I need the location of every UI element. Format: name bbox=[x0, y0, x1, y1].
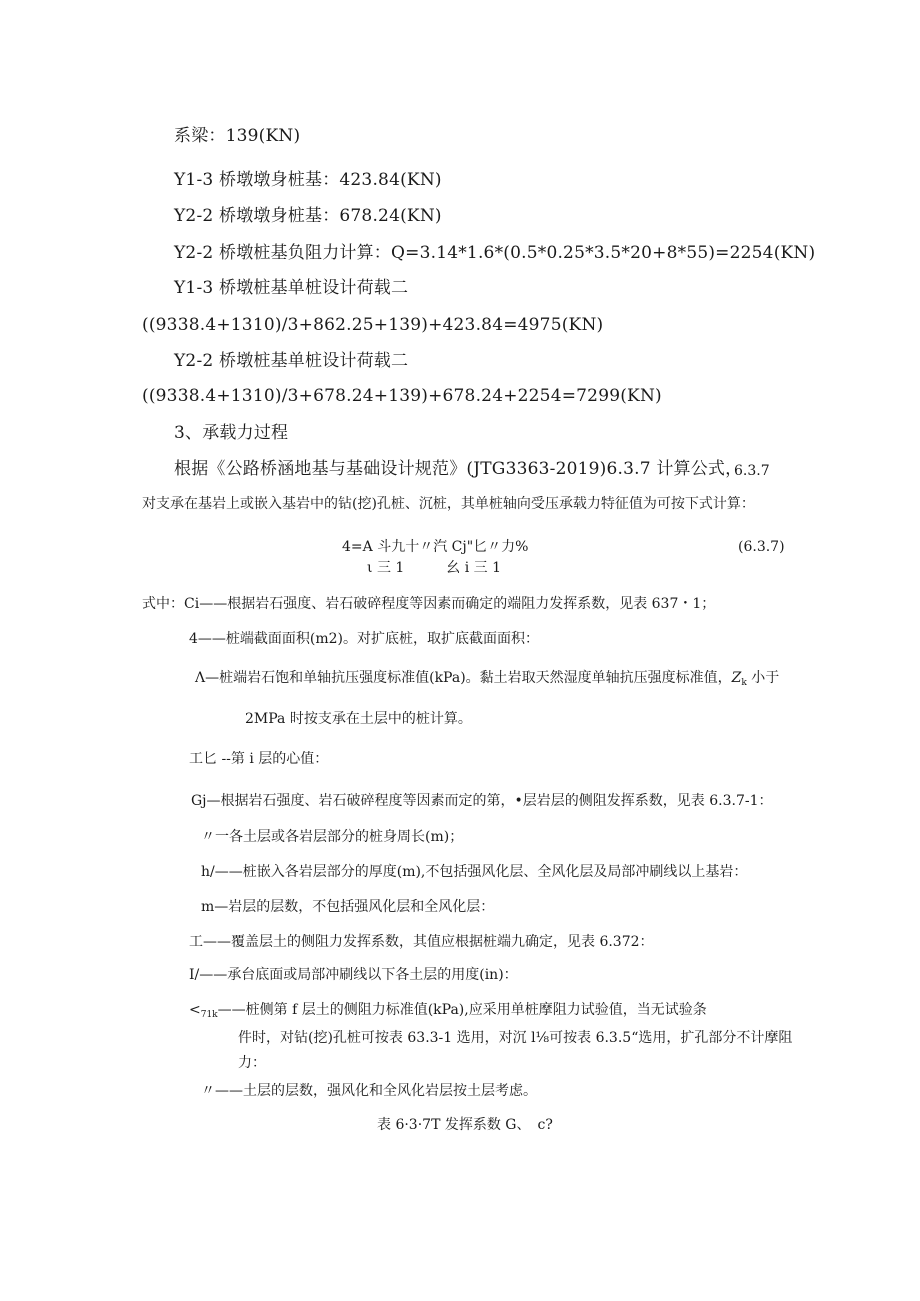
line-y22-pile: Y2-2 桥墩墩身桩基：678.24(KN) bbox=[174, 206, 442, 226]
def-frk-cont: 2MPa 时按支承在土层中的桩计算。 bbox=[245, 711, 472, 727]
def-m: m—岩层的层数，不包括强风化层和全风化层： bbox=[201, 899, 495, 915]
line-y22-formula: ((9338.4+1310)/3+678.24+139)+678.24+2254=7299(KN) bbox=[142, 386, 662, 406]
def-hi: h/——桩嵌入各岩层部分的厚度(m),不包括强风化层、全风化层及局部冲刷线以上基岩： bbox=[201, 864, 748, 880]
line-applicability: 对支承在基岩上或嵌入基岩中的钻(挖)孔桩、沉桩，其单桩轴向受压承载力特征值为可按下式计算： bbox=[142, 496, 755, 512]
line-y13-design-load: Y1-3 桥墩桩基单桩设计荷载二 bbox=[174, 278, 409, 298]
def-li: I/——承台底面或局部冲刷线以下各土层的用度(in)： bbox=[189, 967, 518, 983]
table-title: 表 6·3·7T 发挥系数 G、 c? bbox=[377, 1117, 553, 1133]
def-c1: 式中：Ci——根据岩石强度、岩石破碎程度等因素而确定的端阻力发挥系数，见表 637・1； bbox=[142, 596, 716, 612]
def-frk: Λ—桩端岩石饱和单轴抗压强度标准值(kPa)。黏土岩取天然湿度单轴抗压强度标准值，$Z_k$ 小于 bbox=[195, 670, 780, 688]
def-qik-end: 力： bbox=[238, 1055, 266, 1071]
def-zeta-s: 工——覆盖层土的侧阻力发挥系数，其值应根据桩端九确定，见表 6.372： bbox=[189, 934, 654, 950]
formula-main: 4=A 斗九十〃汽 Cj"匕〃力% bbox=[342, 539, 529, 555]
def-c2i: Gj—根据岩石强度、岩石破碎程度等因素而定的第，•层岩层的侧阻发挥系数，见表 6.3.7-1： bbox=[191, 793, 773, 809]
def-ap: 4——桩端截面面积(m2)。对扩底桩，取扩底截面面积： bbox=[189, 631, 540, 647]
line-negative-friction: Y2-2 桥墩桩基负阻力计算：Q=3.14*1.6*(0.5*0.25*3.5*20+8*55)=2254(KN) bbox=[174, 243, 816, 263]
line-tie-beam: 系梁：139(KN) bbox=[174, 126, 301, 146]
formula-limits: ι 三 1 幺 i 三 1 bbox=[367, 560, 502, 576]
section-heading: 3、承载力过程 bbox=[174, 423, 289, 443]
line-y13-pile: Y1-3 桥墩墩身桩基：423.84(KN) bbox=[174, 170, 442, 190]
line-y13-formula: ((9338.4+1310)/3+862.25+139)+423.84=4975(KN) bbox=[142, 315, 604, 335]
def-qik-cont: 件时，对钻(挖)孔桩可按表 63.3-1 选用，对沉 l⅛可按表 6.3.5“选用，扩孔部分不计摩阻 bbox=[238, 1030, 793, 1046]
formula-number: (6.3.7) bbox=[738, 539, 785, 555]
def-n: 〃——土层的层数，强风化和全风化岩层按土层考虑。 bbox=[201, 1083, 537, 1099]
clause-number: 6.3.7 bbox=[734, 463, 770, 479]
def-layer-value: 工匕 --第 i 层的心值： bbox=[189, 751, 329, 767]
def-qik: $<_{71k}——$桩侧第 f 层土的侧阻力标准值(kPa),应采用单桩摩阻力试验值，当无试验条 bbox=[189, 1002, 707, 1020]
line-code-reference: 根据《公路桥涵地基与基础设计规范》(JTG3363-2019)6.3.7 计算公式， bbox=[174, 459, 743, 479]
def-perimeter: 〃一各土层或各岩层部分的桩身周长(m)； bbox=[201, 829, 464, 845]
line-y22-design-load: Y2-2 桥墩桩基单桩设计荷载二 bbox=[174, 351, 409, 371]
